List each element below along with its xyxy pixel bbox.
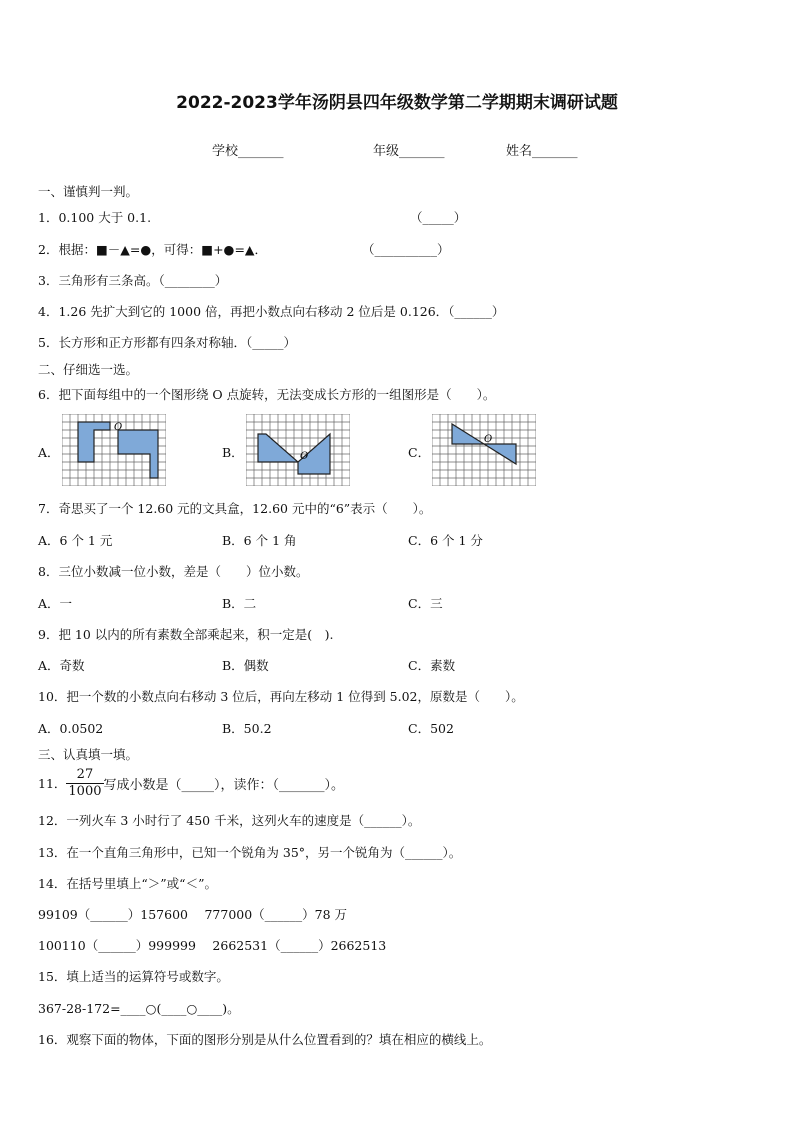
q6-option-c-label: C． (408, 445, 431, 460)
page-title: 2022-2023学年汤阴县四年级数学第二学期期末调研试题 (176, 93, 618, 113)
q7-option-a: A．6 个 1 元 (38, 533, 113, 548)
section-fill: 三、认真填一填。 (38, 747, 139, 762)
question-13: 13．在一个直角三角形中，已知一个锐角为 35°，另一个锐角为（______）。 (38, 845, 462, 860)
q7-option-b: B．6 个 1 角 (222, 533, 297, 548)
q9-option-a: A．奇数 (38, 658, 85, 673)
q11-text: 写成小数是（_____），读作：（_______）。 (103, 777, 345, 793)
q10-option-c: C．502 (408, 721, 454, 736)
q6-figure-b (246, 414, 350, 486)
shape-left (78, 422, 110, 462)
shape-right (118, 430, 158, 478)
question-3: 3．三角形有三条高。（________） (38, 273, 228, 288)
school-field: 学校_______ (212, 144, 284, 159)
q6-option-a-label: A． (38, 445, 60, 460)
question-15: 15．填上适当的运算符号或数字。 (38, 969, 229, 984)
q7-option-c: C．6 个 1 分 (408, 533, 483, 548)
q6-option-b-label: B． (222, 445, 244, 460)
section-choose: 二、仔细选一选。 (38, 362, 139, 377)
q8-option-b: B．二 (222, 596, 257, 611)
q9-option-c: C．素数 (408, 658, 456, 673)
q11-fraction (66, 767, 103, 800)
question-11 (38, 764, 344, 802)
question-4: 4．1.26 先扩大到它的 1000 倍，再把小数点向右移动 2 位后是 0.126．（______） (38, 304, 505, 319)
section-judge: 一、谨慎判一判。 (38, 184, 139, 199)
point-o-label: O (484, 434, 493, 445)
point-o-label: O (114, 422, 123, 433)
q6-figure-c (432, 414, 536, 486)
q8-option-a: A．一 (38, 596, 73, 611)
question-16: 16．观察下面的物体，下面的图形分别是从什么位置看到的？填在相应的横线上。 (38, 1032, 492, 1047)
question-14: 14．在括号里填上“＞”或“＜”。 (38, 876, 217, 891)
name-field: 姓名_______ (506, 144, 578, 159)
q8-option-c: C．三 (408, 596, 443, 611)
question-2: 2．根据：■－▲=●，可得：■+●=▲． (38, 242, 268, 257)
q9-option-b: B．偶数 (222, 658, 269, 673)
q11-number: 11． (38, 776, 67, 791)
shape-left (452, 424, 484, 444)
question-8: 8．三位小数减一位小数，差是（ ）位小数。 (38, 564, 309, 579)
question-1-blank: （_____） (410, 210, 467, 225)
grade-field: 年级_______ (373, 144, 445, 159)
q10-option-a: A．0.0502 (38, 721, 104, 736)
question-2-blank: （__________） (362, 242, 450, 257)
q14-row-1: 99109（______）157600 777000（______）78 万 (38, 907, 348, 922)
question-9: 9．把 10 以内的所有素数全部乘起来，积一定是( ). (38, 627, 334, 642)
q11-numerator: 27 (66, 767, 103, 784)
q15-expression: 367-28-172=____○(____○____)。 (38, 1001, 240, 1016)
question-1: 1．0.100 大于 0.1. (38, 210, 152, 225)
question-5: 5．长方形和正方形都有四条对称轴．（_____） (38, 335, 296, 350)
point-o-label: O (300, 451, 309, 462)
q11-denominator: 1000 (68, 783, 102, 799)
question-6: 6．把下面每组中的一个图形绕 O 点旋转，无法变成长方形的一组图形是（ ）。 (38, 387, 496, 402)
question-12: 12．一列火车 3 小时行了 450 千米，这列火车的速度是（______）。 (38, 813, 421, 828)
q14-row-2: 100110（______）999999 2662531（______）2662513 (38, 938, 387, 953)
q10-option-b: B．50.2 (222, 721, 272, 736)
question-7: 7．奇思买了一个 12.60 元的文具盒，12.60 元中的“6”表示（ ）。 (38, 501, 432, 516)
question-10: 10．把一个数的小数点向右移动 3 位后，再向左移动 1 位得到 5.02，原数是（ ）。 (38, 689, 524, 704)
grid (432, 414, 536, 486)
q6-figure-a (62, 414, 166, 486)
